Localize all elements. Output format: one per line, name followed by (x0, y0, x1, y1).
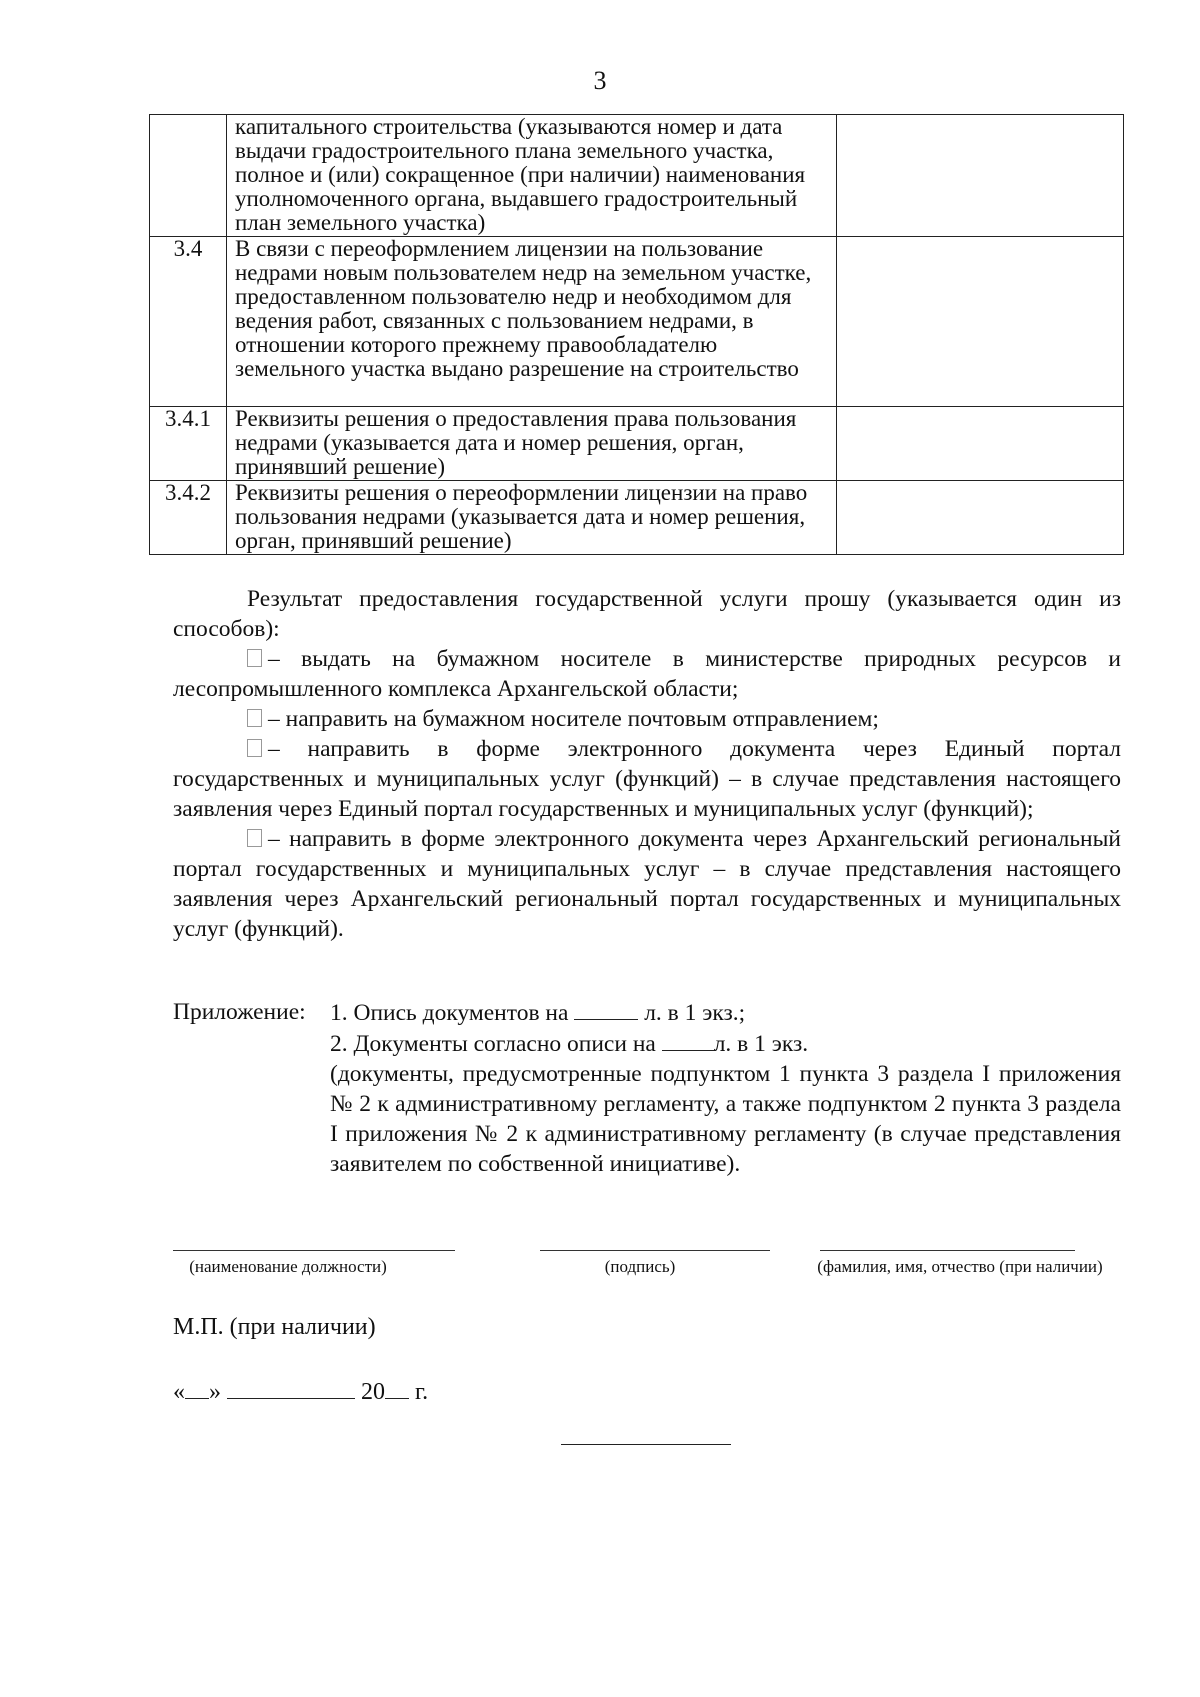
date-line: « » 20 г. (173, 1376, 428, 1407)
position-line[interactable] (173, 1250, 455, 1251)
row-description: Реквизиты решения о предоставления права пользования недрами (указывается дата и номер решения, орган, принявший решение) (227, 407, 837, 481)
row-number: 3.4 (150, 237, 227, 407)
position-caption: (наименование должности) (189, 1257, 387, 1276)
result-option: – направить в форме электронного документа через Единый портал государственных и муниципальных услуг (функций) – в случае представления настоящего заявления через Единый портал государственных и муниципальных услуг (функций); (173, 736, 1121, 822)
signature-line[interactable] (540, 1250, 770, 1251)
sheet-count-field[interactable] (662, 1028, 714, 1051)
name-caption: (фамилия, имя, отчество (при наличии) (817, 1257, 1103, 1276)
result-section (173, 584, 1121, 944)
day-field[interactable] (185, 1376, 209, 1399)
form-table (149, 114, 1124, 555)
result-option: – выдать на бумажном носителе в министерстве природных ресурсов и лесопромышленного комплекса Архангельской области; (173, 646, 1121, 702)
stamp-label: М.П. (при наличии) (173, 1314, 376, 1340)
table-row (150, 237, 1124, 407)
page-number: 3 (593, 66, 607, 95)
row-description: капитального строительства (указываются номер и дата выдачи градостроительного плана земельного участка, полное и (или) сокращенное (при наличии) наименования уполномоченного органа, выдавшего градостроительный план земельного участка) (227, 115, 837, 237)
attachment-note: (документы, предусмотренные подпунктом 1 пункта 3 раздела I приложения № 2 к административному регламенту, а также подпунктом 2 пункта 3 раздела I приложения № 2 к административному регламенту (в случае представления заявителем по собственной инициативе). (330, 1061, 1121, 1177)
checkbox-icon[interactable] (247, 649, 262, 667)
table-row (150, 115, 1124, 237)
result-intro: Результат предоставления государственной услуги прошу (указывается один из способов): (173, 586, 1121, 642)
end-separator (561, 1444, 731, 1445)
row-number: 3.4.2 (150, 481, 227, 555)
signature-caption: (подпись) (604, 1257, 676, 1276)
checkbox-icon[interactable] (247, 739, 262, 757)
checkbox-icon[interactable] (247, 829, 262, 847)
year-field[interactable] (385, 1376, 409, 1399)
row-value[interactable] (837, 407, 1124, 481)
attachment-label: Приложение: (173, 999, 306, 1025)
row-value[interactable] (837, 481, 1124, 555)
name-line[interactable] (820, 1250, 1075, 1251)
result-option: – направить в форме электронного документа через Архангельский региональный портал государственных и муниципальных услуг – в случае представления настоящего заявления через Архангельский региональный портал государственных и муниципальных услуг (функций). (173, 826, 1121, 942)
month-field[interactable] (227, 1376, 355, 1399)
row-description: В связи с переоформлением лицензии на пользование недрами новым пользователем недр на земельном участке, предоставленном пользователю недр и необходимом для ведения работ, связанных с пользованием недрами, в отношении которого прежнему правообладателю земельного участка выдано разрешение на строительство (227, 237, 837, 407)
row-value[interactable] (837, 115, 1124, 237)
row-description: Реквизиты решения о переоформлении лицензии на право пользования недрами (указывается дата и номер решения, орган, принявший решение) (227, 481, 837, 555)
checkbox-icon[interactable] (247, 709, 262, 727)
row-number: 3.4.1 (150, 407, 227, 481)
result-option: – направить на бумажном носителе почтовым отправлением; (173, 704, 1121, 734)
table-row (150, 407, 1124, 481)
row-number (150, 115, 227, 237)
table-row (150, 481, 1124, 555)
attachment-item-2: 2. Документы согласно описи на л. в 1 экз. (330, 1028, 1121, 1059)
row-value[interactable] (837, 237, 1124, 407)
attachment-item-1: 1. Опись документов на л. в 1 экз.; (330, 997, 1121, 1028)
sheet-count-field[interactable] (574, 997, 638, 1020)
